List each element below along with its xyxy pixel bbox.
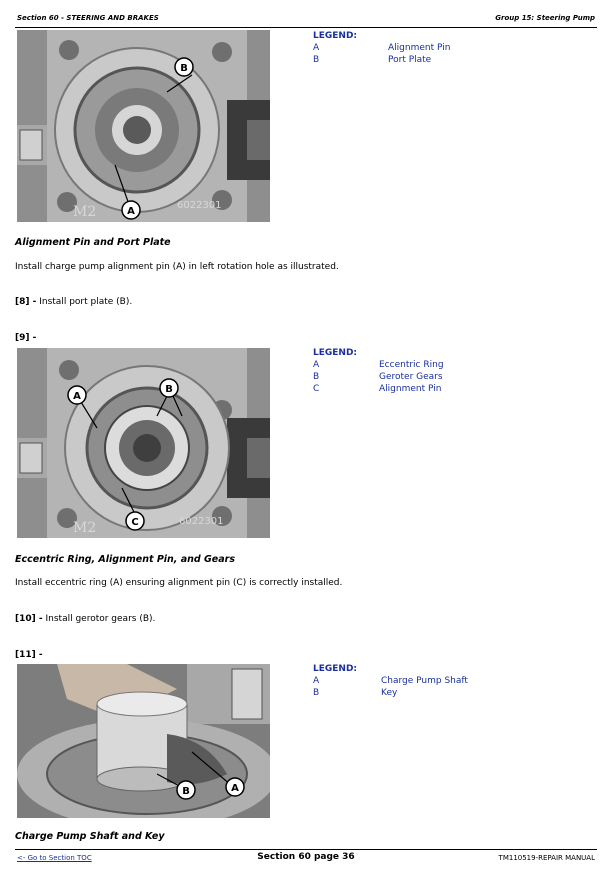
header-section: Section 60 - STEERING AND BRAKES — [17, 14, 159, 22]
photo-alignment-pin-port-plate — [17, 30, 270, 222]
step-9 — [15, 333, 36, 343]
legend-key: A — [313, 676, 320, 686]
legend-value: Port Plate — [388, 55, 432, 65]
fig3-callout-a: A — [231, 783, 239, 794]
instruction-text-1: Install charge pump alignment pin (A) in left rotation hole as illustrated. — [15, 262, 339, 272]
fig2-callout-b: B — [165, 384, 173, 395]
legend-value: Alignment Pin — [379, 384, 442, 394]
fig1-part-number: 6022301 — [177, 200, 222, 211]
step-number: [10] - — [15, 614, 43, 624]
footer-rule — [15, 849, 597, 850]
figure1-caption: Alignment Pin and Port Plate — [15, 237, 171, 248]
fig1-callout-b: B — [180, 63, 188, 74]
legend-value: Charge Pump Shaft — [381, 676, 468, 686]
legend-key: C — [313, 384, 320, 394]
legend-key: A — [313, 43, 320, 53]
step-8 — [15, 297, 132, 307]
legend-figure2 — [313, 347, 493, 395]
legend-value: Key — [381, 688, 398, 698]
header-group: Group 15: Steering Pump — [495, 14, 595, 22]
legend-key: B — [313, 372, 320, 382]
fig2-callout-c: C — [131, 517, 139, 528]
fig2-part-number: 6022301 — [179, 516, 224, 527]
section-toc-link[interactable]: <- Go to Section TOC — [17, 854, 92, 862]
legend-key: B — [313, 55, 320, 65]
page-footer — [17, 852, 595, 866]
step-number: [9] - — [15, 333, 37, 343]
fig2-casting-mark: M2 — [73, 520, 97, 536]
photo-charge-pump-shaft-key — [17, 664, 270, 818]
page-number: Section 60 page 36 — [257, 852, 355, 862]
step-11 — [15, 650, 43, 660]
step-number: [8] - — [15, 297, 37, 307]
fig2-callout-a: A — [73, 391, 81, 402]
figure3-caption: Charge Pump Shaft and Key — [15, 831, 165, 842]
legend-key: B — [313, 688, 320, 698]
legend-value: Eccentric Ring — [379, 360, 444, 370]
legend-title: LEGEND: — [313, 348, 358, 358]
fig1-callout-a: A — [127, 206, 135, 217]
legend-key: A — [313, 360, 320, 370]
legend-value: Geroter Gears — [379, 372, 443, 382]
figure2-caption: Eccentric Ring, Alignment Pin, and Gears — [15, 554, 235, 565]
legend-figure3 — [313, 663, 503, 699]
instruction-text-2: Install eccentric ring (A) ensuring alignment pin (C) is correctly installed. — [15, 578, 343, 588]
header-rule — [15, 27, 597, 28]
step-text: Install gerotor gears (B). — [45, 614, 156, 624]
step-10 — [15, 614, 155, 624]
photo-eccentric-ring-gears — [17, 348, 270, 538]
legend-title: LEGEND: — [313, 664, 358, 674]
step-number: [11] - — [15, 650, 43, 660]
legend-figure1 — [313, 30, 493, 66]
legend-title: LEGEND: — [313, 31, 358, 41]
fig1-casting-mark: M2 — [73, 204, 97, 220]
legend-value: Alignment Pin — [388, 43, 451, 53]
manual-id: TM110519-REPAIR MANUAL — [498, 854, 595, 862]
step-text: Install port plate (B). — [39, 297, 133, 307]
page-header — [17, 14, 595, 26]
fig3-callout-b: B — [182, 786, 190, 797]
